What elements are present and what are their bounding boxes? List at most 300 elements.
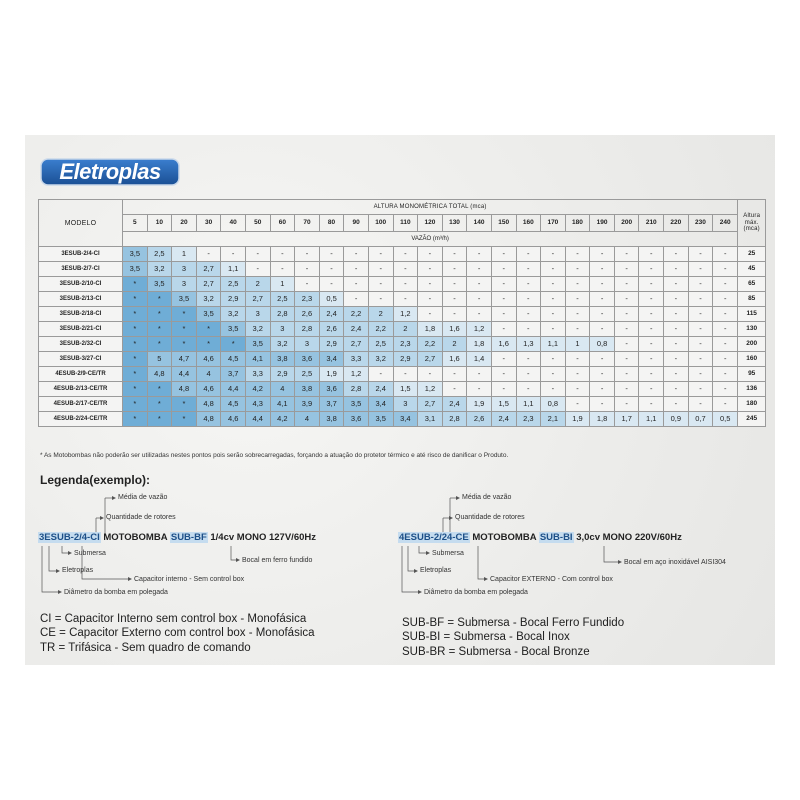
- value-cell: -: [614, 292, 639, 307]
- height-column-header: 170: [541, 215, 566, 232]
- value-cell: -: [565, 292, 590, 307]
- value-cell: 4,2: [270, 412, 295, 427]
- value-cell: -: [442, 367, 467, 382]
- value-cell: 3,8: [295, 382, 320, 397]
- value-cell: 2,7: [418, 352, 443, 367]
- value-cell: -: [541, 367, 566, 382]
- value-cell: -: [295, 277, 320, 292]
- value-cell: 3,7: [319, 397, 344, 412]
- height-column-header: 240: [713, 215, 738, 232]
- value-cell: *: [147, 307, 172, 322]
- value-cell: 3: [172, 262, 197, 277]
- value-cell: 4,8: [172, 382, 197, 397]
- value-cell: 3,5: [245, 337, 270, 352]
- example1-model-line: [38, 532, 316, 543]
- value-cell: 1,1: [639, 412, 664, 427]
- value-cell: -: [639, 277, 664, 292]
- max-height-header: Altura máx. (mca): [738, 200, 766, 247]
- value-cell: -: [491, 247, 516, 262]
- value-cell: 5: [147, 352, 172, 367]
- value-cell: *: [172, 397, 197, 412]
- value-cell: 2,1: [541, 412, 566, 427]
- value-cell: -: [590, 322, 615, 337]
- height-column-header: 160: [516, 215, 541, 232]
- value-cell: 4,7: [172, 352, 197, 367]
- value-cell: -: [270, 247, 295, 262]
- value-cell: -: [614, 322, 639, 337]
- value-cell: 1: [172, 247, 197, 262]
- value-cell: 4,5: [221, 397, 246, 412]
- code-tr: TR = Trifásica - Sem quadro de comando: [40, 641, 251, 654]
- value-cell: -: [368, 262, 393, 277]
- value-cell: 3,5: [196, 307, 221, 322]
- value-cell: 4,6: [196, 382, 221, 397]
- value-cell: -: [516, 292, 541, 307]
- value-cell: 0,8: [590, 337, 615, 352]
- value-cell: -: [688, 337, 713, 352]
- height-column-header: 190: [590, 215, 615, 232]
- value-cell: 3,1: [418, 412, 443, 427]
- value-cell: 3,5: [368, 412, 393, 427]
- height-column-header: 60: [270, 215, 295, 232]
- value-cell: -: [418, 262, 443, 277]
- height-column-header: 30: [196, 215, 221, 232]
- value-cell: -: [295, 247, 320, 262]
- max-height-cell: 136: [738, 382, 766, 397]
- value-cell: 3,9: [295, 397, 320, 412]
- value-cell: 4,2: [245, 382, 270, 397]
- height-column-header: 220: [664, 215, 689, 232]
- example1-desc-a: MOTOBOMBA: [100, 532, 170, 543]
- value-cell: *: [172, 307, 197, 322]
- value-cell: -: [688, 262, 713, 277]
- value-cell: -: [442, 292, 467, 307]
- value-cell: -: [565, 367, 590, 382]
- value-cell: -: [565, 352, 590, 367]
- value-cell: -: [467, 292, 492, 307]
- value-cell: 4,8: [196, 397, 221, 412]
- model-cell: 3ESUB-2/7-CI: [39, 262, 123, 277]
- value-cell: 1,1: [516, 397, 541, 412]
- value-cell: 4: [196, 367, 221, 382]
- value-cell: 3: [295, 337, 320, 352]
- table-row: [39, 352, 766, 367]
- value-cell: -: [565, 307, 590, 322]
- value-cell: -: [688, 307, 713, 322]
- value-cell: -: [467, 382, 492, 397]
- vazao-header: VAZÃO (m³/h): [123, 232, 738, 247]
- note2-media-vazao: Média de vazão: [462, 494, 512, 501]
- value-cell: 1,5: [491, 397, 516, 412]
- code-sub-bi: SUB-BI = Submersa - Bocal Inox: [402, 631, 570, 644]
- value-cell: -: [541, 322, 566, 337]
- value-cell: -: [442, 307, 467, 322]
- value-cell: -: [688, 247, 713, 262]
- height-column-header: 120: [418, 215, 443, 232]
- value-cell: *: [172, 337, 197, 352]
- value-cell: -: [516, 247, 541, 262]
- code-ci: CI = Capacitor Interno sem control box - Monofásica: [40, 613, 307, 625]
- value-cell: -: [442, 262, 467, 277]
- value-cell: -: [639, 397, 664, 412]
- value-cell: 3,2: [147, 262, 172, 277]
- value-cell: -: [491, 292, 516, 307]
- value-cell: -: [344, 277, 369, 292]
- example1-code: 3ESUB-2/4-CI: [39, 532, 100, 543]
- model-cell: 4ESUB-2/17-CE/TR: [39, 397, 123, 412]
- value-cell: 4: [295, 412, 320, 427]
- value-cell: -: [467, 277, 492, 292]
- value-cell: 1,1: [541, 337, 566, 352]
- logo-text: Eletroplas: [59, 159, 161, 184]
- value-cell: -: [688, 352, 713, 367]
- value-cell: -: [639, 382, 664, 397]
- value-cell: 1,4: [467, 352, 492, 367]
- note2-submersa: Submersa: [432, 550, 464, 557]
- example2-model-line: [398, 532, 682, 543]
- height-column-header: 140: [467, 215, 492, 232]
- height-column-header: 90: [344, 215, 369, 232]
- value-cell: 1,9: [467, 397, 492, 412]
- value-cell: 1: [565, 337, 590, 352]
- value-cell: 3: [245, 307, 270, 322]
- table-row: [39, 307, 766, 322]
- value-cell: 1,8: [418, 322, 443, 337]
- value-cell: -: [664, 292, 689, 307]
- value-cell: 2,5: [147, 247, 172, 262]
- value-cell: -: [418, 367, 443, 382]
- value-cell: 3,5: [172, 292, 197, 307]
- value-cell: 3: [172, 277, 197, 292]
- value-cell: -: [565, 262, 590, 277]
- value-cell: 3,5: [123, 247, 148, 262]
- value-cell: *: [147, 412, 172, 427]
- value-cell: 0,5: [713, 412, 738, 427]
- value-cell: 3,7: [221, 367, 246, 382]
- model-cell: 3ESUB-2/32-CI: [39, 337, 123, 352]
- value-cell: -: [590, 352, 615, 367]
- value-cell: 2: [245, 277, 270, 292]
- value-cell: 2,5: [368, 337, 393, 352]
- value-cell: 4,1: [245, 352, 270, 367]
- model-cell: 3ESUB-2/10-CI: [39, 277, 123, 292]
- value-cell: -: [344, 292, 369, 307]
- value-cell: 2,7: [196, 262, 221, 277]
- model-cell: 3ESUB-2/21-CI: [39, 322, 123, 337]
- value-cell: -: [614, 367, 639, 382]
- value-cell: *: [123, 337, 148, 352]
- value-cell: -: [516, 322, 541, 337]
- value-cell: -: [491, 307, 516, 322]
- value-cell: 2: [368, 307, 393, 322]
- value-cell: -: [713, 307, 738, 322]
- value-cell: *: [196, 322, 221, 337]
- value-cell: *: [123, 352, 148, 367]
- value-cell: 2,4: [319, 307, 344, 322]
- value-cell: -: [368, 247, 393, 262]
- value-cell: 3,4: [393, 412, 418, 427]
- height-column-header: 130: [442, 215, 467, 232]
- value-cell: 2,9: [393, 352, 418, 367]
- value-cell: 4,8: [196, 412, 221, 427]
- value-cell: -: [319, 262, 344, 277]
- value-cell: -: [393, 292, 418, 307]
- value-cell: *: [123, 322, 148, 337]
- value-cell: -: [664, 307, 689, 322]
- value-cell: 0,5: [319, 292, 344, 307]
- value-cell: -: [442, 277, 467, 292]
- value-cell: 1,9: [319, 367, 344, 382]
- height-column-header: 200: [614, 215, 639, 232]
- value-cell: 2,8: [295, 322, 320, 337]
- model-cell: 3ESUB-2/13-CI: [39, 292, 123, 307]
- value-cell: *: [147, 292, 172, 307]
- code-sub-br: SUB-BR = Submersa - Bocal Bronze: [402, 645, 590, 658]
- value-cell: -: [221, 247, 246, 262]
- table-row: [39, 382, 766, 397]
- value-cell: 4,5: [221, 352, 246, 367]
- value-cell: 1,2: [467, 322, 492, 337]
- value-cell: -: [516, 367, 541, 382]
- value-cell: -: [418, 292, 443, 307]
- value-cell: -: [639, 307, 664, 322]
- value-cell: *: [123, 412, 148, 427]
- value-cell: 4,6: [221, 412, 246, 427]
- legend-title: Legenda(exemplo):: [40, 473, 151, 487]
- value-cell: -: [614, 337, 639, 352]
- value-cell: 2,7: [418, 397, 443, 412]
- value-cell: 3,6: [319, 382, 344, 397]
- value-cell: -: [319, 277, 344, 292]
- value-cell: 1,1: [221, 262, 246, 277]
- value-cell: 3,4: [319, 352, 344, 367]
- value-cell: 2,9: [319, 337, 344, 352]
- example1-desc-b: 1/4cv MONO 127V/60Hz: [207, 532, 316, 543]
- value-cell: -: [516, 382, 541, 397]
- height-column-header: 100: [368, 215, 393, 232]
- value-cell: -: [614, 247, 639, 262]
- value-cell: -: [393, 247, 418, 262]
- value-cell: -: [639, 367, 664, 382]
- value-cell: -: [565, 322, 590, 337]
- table-row: [39, 292, 766, 307]
- codes-left: [40, 612, 315, 655]
- value-cell: 2,2: [344, 307, 369, 322]
- note2-quantidade-rotores: Quantidade de rotores: [455, 514, 525, 521]
- value-cell: *: [123, 292, 148, 307]
- value-cell: *: [147, 322, 172, 337]
- model-column-header: MODELO: [39, 200, 123, 247]
- max-height-cell: 180: [738, 397, 766, 412]
- table-row: [39, 397, 766, 412]
- note-submersa: Submersa: [74, 550, 106, 557]
- table-row: [39, 262, 766, 277]
- note2-diametro: Diâmetro da bomba em polegada: [424, 589, 528, 596]
- value-cell: *: [196, 337, 221, 352]
- height-column-header: 180: [565, 215, 590, 232]
- value-cell: -: [639, 247, 664, 262]
- value-cell: -: [614, 352, 639, 367]
- value-cell: 2,4: [442, 397, 467, 412]
- value-cell: 4,3: [245, 397, 270, 412]
- height-column-header: 20: [172, 215, 197, 232]
- value-cell: -: [713, 337, 738, 352]
- value-cell: -: [491, 277, 516, 292]
- value-cell: 4,4: [172, 367, 197, 382]
- codes-right: [402, 616, 624, 659]
- value-cell: 3,2: [270, 337, 295, 352]
- value-cell: -: [565, 277, 590, 292]
- value-cell: 4,4: [245, 412, 270, 427]
- value-cell: -: [491, 367, 516, 382]
- value-cell: 0,8: [541, 397, 566, 412]
- value-cell: 2,7: [196, 277, 221, 292]
- value-cell: 4,6: [196, 352, 221, 367]
- value-cell: 4,8: [147, 367, 172, 382]
- value-cell: 3,6: [295, 352, 320, 367]
- value-cell: -: [688, 382, 713, 397]
- value-cell: -: [565, 382, 590, 397]
- value-cell: -: [688, 397, 713, 412]
- value-cell: -: [590, 367, 615, 382]
- value-cell: -: [541, 277, 566, 292]
- code-sub-bf: SUB-BF = Submersa - Bocal Ferro Fundido: [402, 617, 625, 629]
- model-cell: 3ESUB-2/4-CI: [39, 247, 123, 262]
- example2-desc-b: 3,0cv MONO 220V/60Hz: [573, 532, 682, 543]
- value-cell: 2,5: [270, 292, 295, 307]
- value-cell: -: [418, 247, 443, 262]
- value-cell: 4,1: [270, 397, 295, 412]
- value-cell: 1,2: [344, 367, 369, 382]
- value-cell: 3,5: [344, 397, 369, 412]
- value-cell: 3,4: [368, 397, 393, 412]
- value-cell: -: [467, 367, 492, 382]
- value-cell: -: [393, 367, 418, 382]
- value-cell: -: [491, 322, 516, 337]
- height-column-header: 50: [245, 215, 270, 232]
- height-column-header: 70: [295, 215, 320, 232]
- value-cell: -: [196, 247, 221, 262]
- value-cell: 2,4: [368, 382, 393, 397]
- value-cell: 4,4: [221, 382, 246, 397]
- value-cell: -: [467, 247, 492, 262]
- value-cell: -: [516, 352, 541, 367]
- height-column-header: 110: [393, 215, 418, 232]
- value-cell: -: [590, 382, 615, 397]
- note-capacitor: Capacitor interno - Sem control box: [134, 576, 245, 583]
- value-cell: -: [442, 382, 467, 397]
- value-cell: 2,4: [344, 322, 369, 337]
- value-cell: 3: [393, 397, 418, 412]
- value-cell: -: [491, 382, 516, 397]
- value-cell: -: [664, 262, 689, 277]
- value-cell: *: [123, 277, 148, 292]
- example1-suffix: SUB-BF: [170, 532, 207, 543]
- value-cell: -: [639, 352, 664, 367]
- model-cell: 4ESUB-2/24-CE/TR: [39, 412, 123, 427]
- value-cell: *: [172, 412, 197, 427]
- value-cell: 4: [270, 382, 295, 397]
- value-cell: *: [147, 397, 172, 412]
- value-cell: -: [664, 247, 689, 262]
- value-cell: -: [541, 382, 566, 397]
- value-cell: -: [590, 307, 615, 322]
- value-cell: -: [565, 397, 590, 412]
- value-cell: 2,6: [467, 412, 492, 427]
- value-cell: -: [713, 277, 738, 292]
- value-cell: -: [639, 292, 664, 307]
- value-cell: -: [393, 262, 418, 277]
- value-cell: *: [147, 337, 172, 352]
- value-cell: -: [590, 277, 615, 292]
- value-cell: -: [664, 367, 689, 382]
- value-cell: 2,2: [418, 337, 443, 352]
- value-cell: 2,5: [221, 277, 246, 292]
- value-cell: 1,8: [590, 412, 615, 427]
- performance-table: [38, 199, 766, 427]
- value-cell: 2,8: [344, 382, 369, 397]
- height-columns-row: [39, 215, 766, 232]
- example2-desc-a: MOTOBOMBA: [469, 532, 539, 543]
- max-height-cell: 130: [738, 322, 766, 337]
- table-row: [39, 247, 766, 262]
- note-diametro: Diâmetro da bomba em polegada: [64, 589, 168, 596]
- value-cell: 1,3: [516, 337, 541, 352]
- value-cell: -: [491, 352, 516, 367]
- value-cell: -: [713, 322, 738, 337]
- value-cell: -: [639, 337, 664, 352]
- max-height-cell: 160: [738, 352, 766, 367]
- value-cell: -: [541, 292, 566, 307]
- table-row: [39, 367, 766, 382]
- eletroplas-logo: [40, 158, 180, 186]
- value-cell: -: [516, 307, 541, 322]
- value-cell: -: [614, 277, 639, 292]
- value-cell: -: [664, 337, 689, 352]
- value-cell: -: [664, 382, 689, 397]
- value-cell: 3,3: [344, 352, 369, 367]
- value-cell: 1,2: [418, 382, 443, 397]
- value-cell: -: [614, 307, 639, 322]
- value-cell: -: [713, 262, 738, 277]
- note2-bocal: Bocal em aço inoxidável AISI304: [624, 559, 726, 566]
- value-cell: -: [688, 292, 713, 307]
- value-cell: 3,6: [344, 412, 369, 427]
- max-height-cell: 65: [738, 277, 766, 292]
- value-cell: 2,7: [344, 337, 369, 352]
- value-cell: 2,3: [516, 412, 541, 427]
- height-column-header: 230: [688, 215, 713, 232]
- value-cell: 3: [270, 322, 295, 337]
- max-height-cell: 200: [738, 337, 766, 352]
- value-cell: -: [368, 292, 393, 307]
- example2-suffix: SUB-BI: [539, 532, 573, 543]
- value-cell: -: [590, 262, 615, 277]
- value-cell: 2,6: [319, 322, 344, 337]
- height-column-header: 80: [319, 215, 344, 232]
- value-cell: -: [713, 352, 738, 367]
- value-cell: -: [713, 382, 738, 397]
- value-cell: -: [614, 382, 639, 397]
- value-cell: 2,8: [270, 307, 295, 322]
- value-cell: 1,6: [491, 337, 516, 352]
- value-cell: -: [614, 397, 639, 412]
- value-cell: 1,8: [467, 337, 492, 352]
- value-cell: -: [467, 262, 492, 277]
- value-cell: -: [713, 247, 738, 262]
- value-cell: -: [639, 322, 664, 337]
- value-cell: -: [614, 262, 639, 277]
